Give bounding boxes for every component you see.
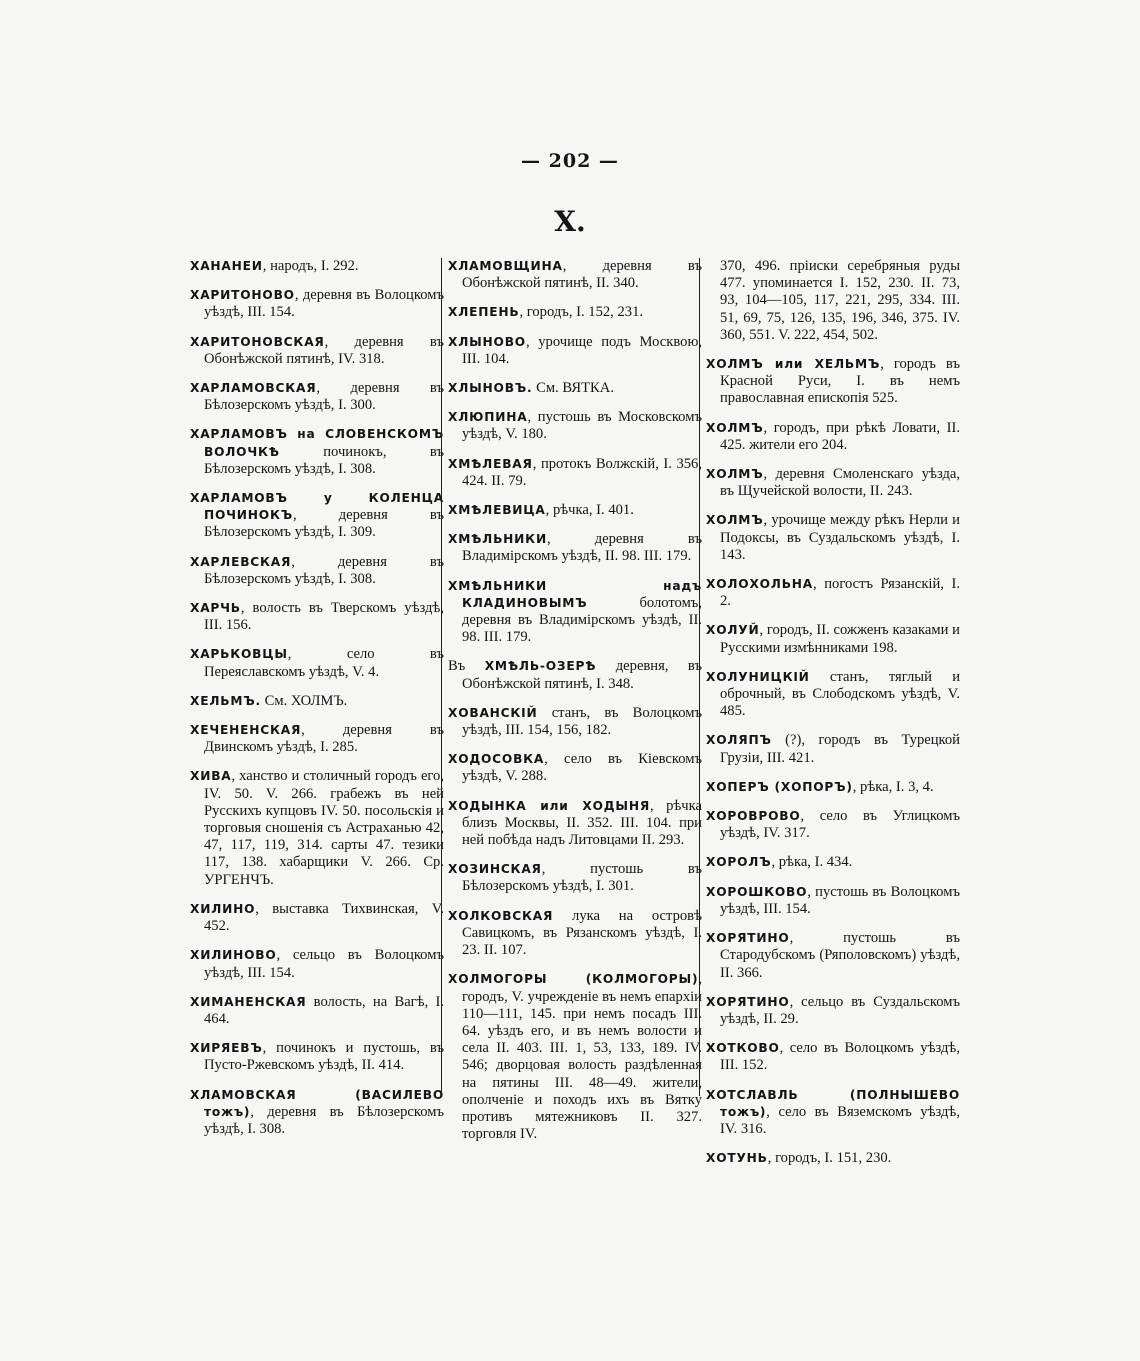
entry-headword: ХМѢЛЬНИКИ: [448, 532, 547, 547]
index-entry: [190, 1087, 444, 1139]
entry-text: болотомъ, деревня въ Владимірскомъ уѣздѣ, II. 98. III. 179.: [462, 594, 702, 646]
entry-text: , село въ Вяземскомъ уѣздѣ, IV. 316.: [720, 1103, 960, 1137]
entry-headword: ХОЛМОГОРЫ (КОЛМОГОРЫ): [448, 972, 699, 987]
page-number: — 202 —: [521, 150, 619, 172]
index-entry: [706, 258, 960, 344]
index-entry: [448, 380, 702, 397]
entry-text: (?), городъ въ Турецкой Грузіи, III. 421.: [720, 732, 960, 766]
entry-headword: ХОДОСОВКА: [448, 752, 545, 767]
entry-text: , деревня въ Бѣлозерскомъ уѣздѣ, I. 309.: [204, 507, 444, 541]
index-entry: [448, 409, 702, 443]
entry-prefix: Въ: [448, 658, 485, 675]
index-column-1: [190, 258, 444, 1150]
entry-headword: ХОЛОХОЛЬНА: [706, 577, 814, 592]
entry-headword: ХОЛЯПЪ: [706, 733, 772, 748]
entry-headword: ХОРОВРОВО: [706, 809, 801, 824]
index-entry: [448, 798, 702, 850]
entry-headword: ХЕЧЕНЕНСКАЯ: [190, 723, 302, 738]
index-entry: [706, 1087, 960, 1139]
entry-text: , деревня въ Обонѣжской пятинѣ, II. 340.: [462, 258, 702, 292]
index-entry: [190, 426, 444, 478]
entry-text: , деревня въ Владимірскомъ уѣздѣ, II. 98. III. 179.: [462, 531, 702, 565]
entry-text: , протокъ Волжскій, I. 356, 424. II. 79.: [462, 455, 702, 489]
entry-text: , городъ, V. учрежденіе въ немъ епархіи 110—111, 145. при немъ посадъ III. 64. уѣздъ его, и въ немъ волости и села II. 403. III. 1, 53, 133, 189. IV. 546; дворцовая волость раздѣленная на пятины III. 48—49. жители, ополченіе и походъ ихъ въ Вятку противъ мятежниковъ II. 327. торговля IV.: [462, 971, 702, 1143]
entry-headword: ХОТСЛАВЛЬ (ПОЛНЫШЕВО тожъ): [706, 1087, 960, 1119]
entry-text: , городъ въ Красной Руси, I. въ немъ православная епископія 525.: [720, 356, 960, 407]
index-entry: [190, 994, 444, 1028]
index-entry: [706, 356, 960, 408]
entry-headword: ХОЛМЪ: [706, 513, 764, 528]
entry-headword: ХМѢЛЬНИКИ надъ КЛАДИНОВЫМЪ: [448, 578, 702, 610]
entry-headword: ХИЛИНО: [190, 901, 256, 916]
index-entry: [706, 808, 960, 842]
entry-headword: ХОЛУЙ: [706, 623, 760, 638]
index-entry: [448, 304, 702, 321]
index-entry: [706, 779, 960, 796]
index-entry: [190, 1040, 444, 1074]
entry-text: , деревня въ Бѣлозерскомъ уѣздѣ, I. 308.: [204, 553, 444, 587]
index-entry: [706, 732, 960, 766]
entry-headword: ХОЛКОВСКАЯ: [448, 908, 554, 923]
index-entry: [448, 971, 702, 1143]
index-entry: [706, 854, 960, 871]
entry-text: , погостъ Рязанскій, I. 2.: [720, 576, 960, 610]
entry-headword: ХЕЛЬМЪ.: [190, 693, 261, 708]
entry-headword: ХАРИТОНОВО: [190, 288, 295, 303]
index-entry: [448, 334, 702, 368]
entry-text: , починокъ и пустошь, въ Пусто-Ржевскомъ уѣздѣ, II. 414.: [204, 1040, 444, 1074]
entry-text: , деревня въ Волоцкомъ уѣздѣ, III. 154.: [204, 287, 444, 321]
entry-headword: ХЛЮПИНА: [448, 410, 528, 425]
entry-headword: ХАРЛАМОВСКАЯ: [190, 381, 317, 396]
entry-headword: ХАРИТОНОВСКАЯ: [190, 334, 325, 349]
index-entry: [190, 600, 444, 634]
entry-text: , село въ Углицкомъ уѣздѣ, IV. 317.: [720, 808, 960, 842]
index-entry: [448, 705, 702, 739]
index-entry: [706, 420, 960, 454]
entry-headword: ХЛЫНОВЪ.: [448, 381, 533, 396]
index-entry: [448, 531, 702, 565]
entry-text: , пустошь въ Бѣлозерскомъ уѣздѣ, I. 301.: [462, 861, 702, 895]
entry-headword: ХОТКОВО: [706, 1041, 780, 1056]
entry-headword: ХОВАНСКІЙ: [448, 705, 538, 720]
entry-text: , городъ, I. 151, 230.: [767, 1150, 892, 1167]
index-entry: [706, 669, 960, 721]
index-entry: [706, 622, 960, 656]
entry-headword: ХИЛИНОВО: [190, 948, 277, 963]
entry-headword: ХОРЯТИНО: [706, 931, 790, 946]
entry-text: , деревня въ Бѣлозерскомъ уѣздѣ, I. 308.: [204, 1103, 444, 1137]
entry-text: См. ВЯТКА.: [532, 380, 614, 397]
entry-text: , деревня въ Бѣлозерскомъ уѣздѣ, I. 300.: [204, 380, 444, 414]
entry-headword: ХОЛМЪ: [706, 420, 764, 435]
entry-text: , деревня въ Обонѣжской пятинѣ, IV. 318.: [204, 333, 444, 367]
entry-text: , село въ Кіевскомъ уѣздѣ, V. 288.: [462, 751, 702, 785]
index-column-3: [706, 258, 960, 1179]
entry-text: , выставка Тихвинская, V. 452.: [204, 900, 444, 935]
entry-headword: ХАРЧЬ: [190, 601, 241, 616]
index-entry: [190, 334, 444, 368]
index-entry: [706, 1040, 960, 1074]
index-entry: [706, 512, 960, 564]
entry-headword: ХИРЯЕВЪ: [190, 1041, 263, 1056]
entry-text: , волость въ Тверскомъ уѣздѣ, III. 156.: [204, 600, 444, 634]
entry-text: , рѣчка близъ Москвы, II. 352. III. 104. при ней побѣда надъ Литовцами II. 293.: [462, 797, 702, 849]
entry-headword: ХОРОЛЪ: [706, 855, 772, 870]
entry-text: , село въ Переяславскомъ уѣздѣ, V. 4.: [204, 646, 444, 680]
column-divider: [699, 258, 700, 1096]
entry-text: , рѣка, I. 434.: [771, 854, 853, 871]
entry-text: , ханство и столичный городъ его, IV. 50. V. 266. грабежъ въ ней Русскихъ купцовъ IV. 50. посольскія и торговыя сношенія съ Астраханью 42, 47, 117, 119, 314. сарты 47. тезики 117, 138. хабарщики V. 266. Ср. УРГЕНЧЪ.: [204, 768, 444, 888]
index-entry: [448, 861, 702, 895]
entry-text: починокъ, въ Бѣлозерскомъ уѣздѣ, I. 308.: [204, 443, 444, 477]
entry-headword: ХЛЕПЕНЬ: [448, 305, 520, 320]
entry-headword: ХОЗИНСКАЯ: [448, 862, 542, 877]
entry-text: , пустошь въ Волоцкомъ уѣздѣ, III. 154.: [720, 883, 960, 917]
entry-text: , рѣчка, I. 401.: [545, 502, 634, 519]
index-entry: [190, 287, 444, 321]
index-entry: [448, 456, 702, 490]
entry-text: , сельцо въ Суздальскомъ уѣздѣ, II. 29.: [720, 993, 960, 1027]
index-entry: [706, 1150, 960, 1167]
index-entry: [448, 258, 702, 292]
entry-headword: ХОПЕРЪ (ХОПОРЪ): [706, 779, 853, 794]
entry-headword: ХОРОШКОВО: [706, 884, 808, 899]
entry-text: , народъ, I. 292.: [262, 258, 359, 274]
entry-text: , деревня Смоленскаго уѣзда, въ Щучейской волости, II. 243.: [720, 466, 960, 500]
entry-headword: ХАРЛАМОВЪ на СЛОВЕНСКОМЪ ВОЛОЧКѢ: [190, 427, 444, 459]
entry-text: станъ, въ Волоцкомъ уѣздѣ, III. 154, 156, 182.: [462, 704, 702, 739]
entry-headword: ХАНАНЕИ: [190, 259, 263, 273]
entry-text: станъ, тяглый и оброчный, въ Слободскомъ уѣздѣ, V. 485.: [720, 668, 960, 720]
index-entry: [190, 258, 444, 275]
entry-text: , пустошь въ Стародубскомъ (Ряполовскомъ) уѣздѣ, II. 366.: [720, 930, 960, 981]
entry-text: волость, на Вагѣ, I. 464.: [204, 993, 444, 1027]
entry-headword: ХМѢЛЬ-ОЗЕРѢ: [484, 659, 597, 674]
entry-text: , урочище между рѣкъ Нерли и Подоксы, въ Суздальскомъ уѣздѣ, I. 143.: [720, 512, 960, 563]
index-entry: [190, 901, 444, 935]
index-entry: [190, 693, 444, 710]
entry-text: , сельцо въ Волоцкомъ уѣздѣ, III. 154.: [204, 947, 444, 981]
entry-headword: ХМѢЛЕВАЯ: [448, 456, 533, 471]
entry-headword: ХМѢЛЕВИЦА: [448, 503, 546, 518]
entry-headword: ХОРЯТИНО: [706, 994, 790, 1009]
entry-headword: ХЛАМОВСКАЯ (ВАСИЛЕВО тожъ): [190, 1087, 444, 1119]
index-entry: [448, 578, 702, 647]
entry-headword: ХИМАНЕНСКАЯ: [190, 994, 307, 1009]
index-entry: [706, 994, 960, 1028]
index-entry: [190, 722, 444, 756]
index-entry: [706, 930, 960, 982]
entry-headword: ХОЛМЪ: [706, 467, 764, 482]
index-entry: [190, 380, 444, 414]
entry-headword: ХЛАМОВЩИНА: [448, 259, 563, 273]
index-entry: [190, 768, 444, 888]
entry-headword: ХОЛУНИЦКІЙ: [706, 669, 810, 684]
column-divider: [441, 258, 442, 1096]
entry-text: , урочище подъ Москвою, III. 104.: [462, 333, 702, 367]
entry-headword: ХАРЬКОВЦЫ: [190, 647, 288, 662]
entry-text: , деревня въ Двинскомъ уѣздѣ, I. 285.: [204, 722, 444, 756]
entry-text: , городъ, II. сожженъ казаками и Русскими измѣнниками 198.: [720, 622, 960, 656]
index-entry: [706, 466, 960, 500]
entry-text: , городъ, I. 152, 231.: [519, 304, 644, 321]
entry-headword: ХЛЫНОВО: [448, 334, 526, 349]
index-entry: [190, 947, 444, 981]
section-letter: Х.: [554, 205, 586, 238]
index-entry: [706, 884, 960, 918]
index-entry: [448, 502, 702, 519]
index-entry: [190, 490, 444, 542]
entry-headword: ХИВА: [190, 769, 232, 784]
entry-text: , село въ Волоцкомъ уѣздѣ, III. 152.: [720, 1040, 960, 1074]
entry-text: лука на островѣ Савицкомъ, въ Рязанскомъ уѣздѣ, I. 23. II. 107.: [462, 907, 702, 959]
entry-headword: ХОТУНЬ: [706, 1151, 768, 1166]
entry-text: , городъ, при рѣкѣ Ловати, II. 425. жители его 204.: [720, 419, 960, 453]
index-entry: [190, 554, 444, 588]
entry-headword: ХОЛМЪ или ХЕЛЬМЪ: [706, 357, 881, 372]
entry-text: деревня, въ Обонѣжской пятинѣ, I. 348.: [462, 658, 702, 692]
entry-text: , пустошь въ Московскомъ уѣздѣ, V. 180.: [462, 409, 702, 443]
index-entry: [448, 908, 702, 960]
entry-text: См. ХОЛМЪ.: [260, 692, 348, 709]
entry-text: 370, 496. пріиски серебряныя руды 477. упоминается I. 152, 230. II. 73, 93, 104—105, 117, 221, 295, 334. III. 51, 69, 75, 126, 135, 196, 346, 375. IV. 360, 551. V. 222, 454, 502.: [720, 258, 960, 343]
entry-headword: ХАРЛАМОВЪ у КОЛЕНЦА ПОЧИНОКЪ: [190, 491, 444, 523]
entry-headword: ХОДЫНКА или ХОДЫНЯ: [448, 798, 651, 813]
index-entry: [448, 658, 702, 692]
index-entry: [706, 576, 960, 610]
entry-headword: ХАРЛЕВСКАЯ: [190, 554, 292, 569]
index-entry: [190, 646, 444, 680]
entry-text: , рѣка, I. 3, 4.: [852, 778, 934, 795]
index-entry: [448, 751, 702, 785]
index-column-2: [448, 258, 702, 1155]
